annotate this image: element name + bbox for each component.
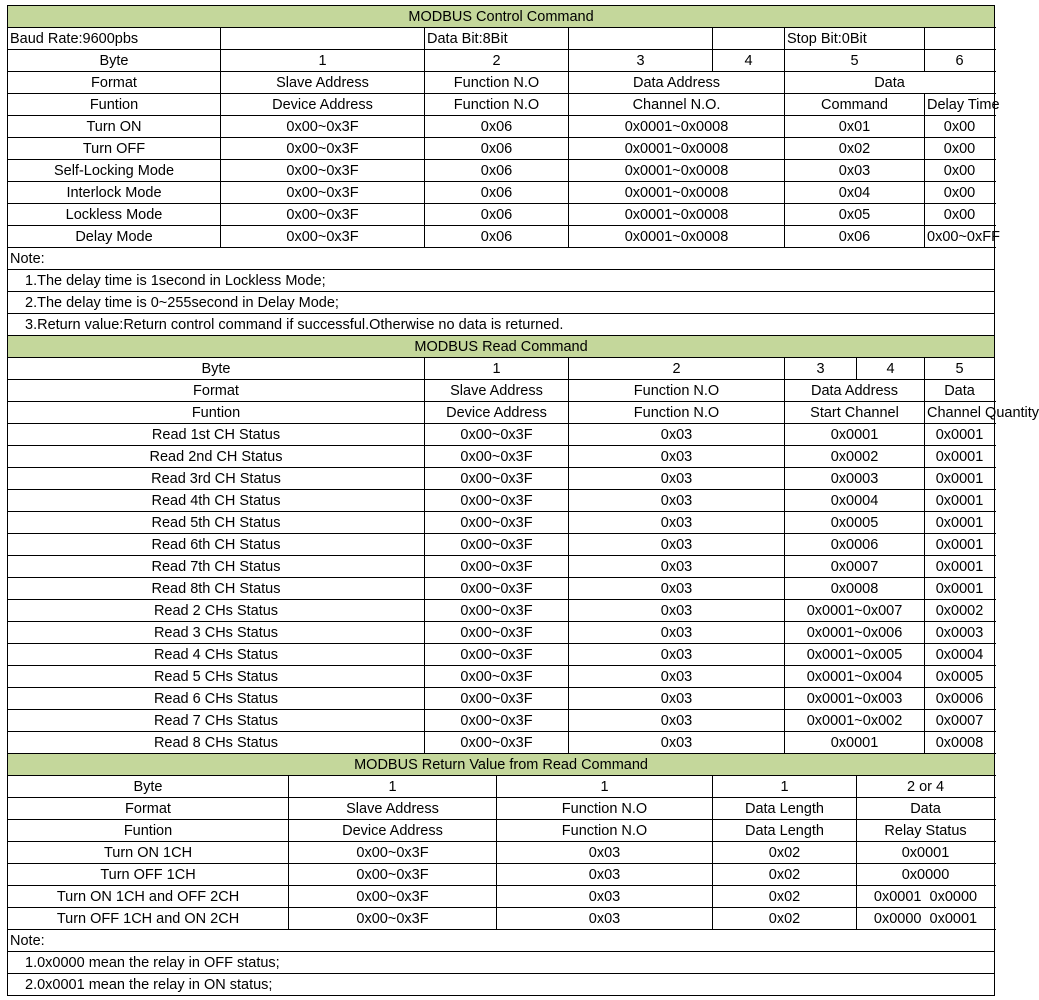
format-cell: Slave Address — [289, 798, 497, 820]
table-cell: 0x0001~0x003 — [785, 688, 925, 710]
table-cell: 0x02 — [713, 908, 857, 930]
table-cell: 0x0001~0x0008 — [569, 116, 785, 138]
table-cell: 0x00~0x3F — [425, 732, 569, 754]
command-name: Read 3rd CH Status — [8, 468, 425, 490]
table-cell: 0x0001~0x0008 — [569, 160, 785, 182]
table-cell: 0x0001 — [925, 556, 995, 578]
command-name: Read 3 CHs Status — [8, 622, 425, 644]
note-text: 3.Return value:Return control command if successful.Otherwise no data is returned. — [8, 314, 995, 336]
control-row-interlock-mode — [8, 182, 995, 204]
byte-index-cell: 2 — [569, 358, 785, 380]
table-cell: 0x03 — [569, 578, 785, 600]
read-row-read-8-chs-status — [8, 732, 995, 754]
funtion-cell: Relay Status — [857, 820, 995, 842]
format-cell: Data — [925, 380, 995, 402]
table-cell: 0x0001 — [785, 424, 925, 446]
section-title: MODBUS Read Command — [8, 336, 995, 358]
funtion-cell: Channel N.O. — [569, 94, 785, 116]
empty-cell — [569, 28, 713, 50]
table-cell: 0x0007 — [785, 556, 925, 578]
table-cell: 0x0001~0x0008 — [569, 204, 785, 226]
table-cell: 0x0001 — [925, 512, 995, 534]
byte-index-cell: 2 or 4 — [857, 776, 995, 798]
funtion-cell: Function N.O — [569, 402, 785, 424]
table-cell: 0x0000 0x0001 — [857, 908, 995, 930]
table-cell: 0x03 — [569, 622, 785, 644]
read-row-read-3rd-ch-status — [8, 468, 995, 490]
byte-index-cell: 1 — [289, 776, 497, 798]
return-row-turn-on-1ch-and-off-2ch — [8, 886, 995, 908]
row-label: Format — [8, 380, 425, 402]
table-cell: 0x00 — [925, 116, 995, 138]
control-section-header — [8, 6, 995, 28]
funtion-cell: Function N.O — [497, 820, 713, 842]
read-row-read-6th-ch-status — [8, 534, 995, 556]
table-cell: 0x00~0x3F — [221, 160, 425, 182]
return-section-header — [8, 754, 995, 776]
table-cell: 0x00~0x3F — [425, 468, 569, 490]
table-cell: 0x03 — [569, 644, 785, 666]
table-cell: 0x06 — [425, 226, 569, 248]
funtion-cell: Device Address — [221, 94, 425, 116]
table-cell: 0x00~0x3F — [425, 644, 569, 666]
command-name: Read 5 CHs Status — [8, 666, 425, 688]
command-name: Read 5th CH Status — [8, 512, 425, 534]
read-section-header — [8, 336, 995, 358]
table-cell: 0x00~0x3F — [289, 864, 497, 886]
table-cell: 0x03 — [497, 886, 713, 908]
command-name: Turn OFF 1CH and ON 2CH — [8, 908, 289, 930]
return-note-row — [8, 952, 995, 974]
read-byte-row — [8, 358, 995, 380]
table-cell: 0x00~0x3F — [289, 908, 497, 930]
table-cell: 0x03 — [497, 864, 713, 886]
funtion-cell: Function N.O — [425, 94, 569, 116]
funtion-cell: Channel Quantity — [925, 402, 995, 424]
control-row-turn-on — [8, 116, 995, 138]
table-cell: 0x03 — [569, 468, 785, 490]
row-label: Format — [8, 798, 289, 820]
byte-index-cell: 6 — [925, 50, 995, 72]
table-cell: 0x00 — [925, 138, 995, 160]
table-cell: 0x00~0x3F — [221, 138, 425, 160]
table-cell: 0x02 — [713, 886, 857, 908]
table-cell: 0x0001~0x0008 — [569, 226, 785, 248]
byte-index-cell: 3 — [569, 50, 713, 72]
table-cell: 0x00~0xFF — [925, 226, 995, 248]
table-cell: 0x00~0x3F — [425, 446, 569, 468]
row-label: Format — [8, 72, 221, 94]
read-row-read-5-chs-status — [8, 666, 995, 688]
table-cell: 0x0005 — [925, 666, 995, 688]
table-cell: 0x0008 — [785, 578, 925, 600]
command-name: Turn ON 1CH — [8, 842, 289, 864]
command-name: Read 8th CH Status — [8, 578, 425, 600]
table-cell: 0x00~0x3F — [425, 666, 569, 688]
table-cell: 0x0002 — [925, 600, 995, 622]
return-note-row — [8, 974, 995, 996]
table-cell: 0x06 — [425, 116, 569, 138]
byte-index-cell: 2 — [425, 50, 569, 72]
table-cell: 0x03 — [569, 490, 785, 512]
table-cell: 0x03 — [569, 534, 785, 556]
format-cell: Data Length — [713, 798, 857, 820]
return-format-row — [8, 798, 995, 820]
funtion-cell: Data Length — [713, 820, 857, 842]
table-cell: 0x03 — [497, 908, 713, 930]
command-name: Lockless Mode — [8, 204, 221, 226]
table-cell: 0x03 — [497, 842, 713, 864]
read-row-read-7th-ch-status — [8, 556, 995, 578]
format-cell: Data Address — [785, 380, 925, 402]
table-cell: 0x00~0x3F — [425, 578, 569, 600]
read-row-read-8th-ch-status — [8, 578, 995, 600]
table-cell: 0x00~0x3F — [221, 204, 425, 226]
read-format-row — [8, 380, 995, 402]
table-cell: 0x00~0x3F — [221, 226, 425, 248]
table-cell: 0x0006 — [785, 534, 925, 556]
table-cell: 0x0001~0x0008 — [569, 138, 785, 160]
modbus-command-table — [7, 5, 1039, 996]
byte-index-cell: 1 — [425, 358, 569, 380]
command-name: Self-Locking Mode — [8, 160, 221, 182]
data-bit-cell: Data Bit:8Bit — [425, 28, 569, 50]
table-cell: 0x03 — [569, 446, 785, 468]
table-cell: 0x0001 — [785, 732, 925, 754]
row-label: Byte — [8, 776, 289, 798]
table-cell: 0x00~0x3F — [425, 490, 569, 512]
table-cell: 0x03 — [569, 600, 785, 622]
empty-cell — [221, 28, 425, 50]
return-byte-row — [8, 776, 995, 798]
note-text: 2.0x0001 mean the relay in ON status; — [8, 974, 995, 996]
table-cell: 0x00~0x3F — [425, 688, 569, 710]
table-cell: 0x0001~0x006 — [785, 622, 925, 644]
command-name: Delay Mode — [8, 226, 221, 248]
table-cell: 0x03 — [569, 688, 785, 710]
section-title: MODBUS Control Command — [8, 6, 995, 28]
control-byte-row — [8, 50, 995, 72]
stop-bit-cell: Stop Bit:0Bit — [785, 28, 925, 50]
table-cell: 0x02 — [713, 842, 857, 864]
baud-cell: Baud Rate:9600pbs — [8, 28, 221, 50]
command-name: Turn OFF 1CH — [8, 864, 289, 886]
table-cell: 0x00~0x3F — [425, 556, 569, 578]
table-cell: 0x00 — [925, 160, 995, 182]
format-cell: Data Address — [569, 72, 785, 94]
table-cell: 0x03 — [569, 666, 785, 688]
table-cell: 0x0001~0x005 — [785, 644, 925, 666]
table-cell: 0x00 — [925, 182, 995, 204]
table-cell: 0x03 — [569, 556, 785, 578]
format-cell: Slave Address — [425, 380, 569, 402]
row-label: Funtion — [8, 820, 289, 842]
format-cell: Function N.O — [497, 798, 713, 820]
row-label: Byte — [8, 50, 221, 72]
read-row-read-2nd-ch-status — [8, 446, 995, 468]
control-row-turn-off — [8, 138, 995, 160]
note-text: 2.The delay time is 0~255second in Delay Mode; — [8, 292, 995, 314]
command-name: Read 7 CHs Status — [8, 710, 425, 732]
control-row-lockless-mode — [8, 204, 995, 226]
table-cell: 0x03 — [569, 732, 785, 754]
return-row-turn-off-1ch — [8, 864, 995, 886]
table-cell: 0x03 — [569, 512, 785, 534]
table-cell: 0x00~0x3F — [425, 622, 569, 644]
note-text: 1.0x0000 mean the relay in OFF status; — [8, 952, 995, 974]
byte-index-cell: 5 — [785, 50, 925, 72]
read-row-read-1st-ch-status — [8, 424, 995, 446]
table-cell: 0x00~0x3F — [425, 600, 569, 622]
funtion-cell: Start Channel — [785, 402, 925, 424]
table-cell: 0x04 — [785, 182, 925, 204]
command-name: Read 4 CHs Status — [8, 644, 425, 666]
funtion-cell: Command — [785, 94, 925, 116]
return-note-label-row — [8, 930, 995, 952]
command-name: Read 8 CHs Status — [8, 732, 425, 754]
section-title: MODBUS Return Value from Read Command — [8, 754, 995, 776]
command-name: Read 2nd CH Status — [8, 446, 425, 468]
return-funtion-row — [8, 820, 995, 842]
command-name: Interlock Mode — [8, 182, 221, 204]
table-cell: 0x0003 — [785, 468, 925, 490]
row-label: Byte — [8, 358, 425, 380]
command-name: Turn ON — [8, 116, 221, 138]
byte-index-cell: 4 — [713, 50, 785, 72]
table-cell: 0x0007 — [925, 710, 995, 732]
funtion-cell: Device Address — [289, 820, 497, 842]
table-cell: 0x02 — [785, 138, 925, 160]
table-cell: 0x00~0x3F — [425, 424, 569, 446]
command-name: Read 4th CH Status — [8, 490, 425, 512]
read-row-read-2-chs-status — [8, 600, 995, 622]
format-cell: Data — [785, 72, 995, 94]
table-cell: 0x00~0x3F — [289, 886, 497, 908]
table-cell: 0x0001 — [925, 424, 995, 446]
table-cell: 0x0001 — [925, 534, 995, 556]
table-cell: 0x06 — [425, 138, 569, 160]
command-name: Turn ON 1CH and OFF 2CH — [8, 886, 289, 908]
return-row-turn-off-1ch-and-on-2ch — [8, 908, 995, 930]
table-cell: 0x0001~0x007 — [785, 600, 925, 622]
table-cell: 0x06 — [785, 226, 925, 248]
read-funtion-row — [8, 402, 995, 424]
table-cell: 0x0006 — [925, 688, 995, 710]
format-cell: Function N.O — [569, 380, 785, 402]
command-name: Read 7th CH Status — [8, 556, 425, 578]
table-cell: 0x00~0x3F — [425, 534, 569, 556]
table-cell: 0x0001~0x004 — [785, 666, 925, 688]
table-cell: 0x06 — [425, 204, 569, 226]
table-cell: 0x00~0x3F — [425, 512, 569, 534]
control-format-row — [8, 72, 995, 94]
table-cell: 0x0001 — [925, 446, 995, 468]
empty-cell — [713, 28, 785, 50]
empty-cell — [925, 28, 995, 50]
serial-settings-row — [8, 28, 995, 50]
table-cell: 0x00~0x3F — [289, 842, 497, 864]
format-cell: Function N.O — [425, 72, 569, 94]
byte-index-cell: 1 — [221, 50, 425, 72]
funtion-cell: Device Address — [425, 402, 569, 424]
control-row-self-locking-mode — [8, 160, 995, 182]
read-row-read-4-chs-status — [8, 644, 995, 666]
table-cell: 0x0001 — [857, 842, 995, 864]
table-cell: 0x06 — [425, 182, 569, 204]
control-note-label-row — [8, 248, 995, 270]
table-cell: 0x0001 — [925, 578, 995, 600]
table-cell: 0x00~0x3F — [221, 116, 425, 138]
read-row-read-5th-ch-status — [8, 512, 995, 534]
table-cell: 0x0004 — [925, 644, 995, 666]
control-note-row — [8, 270, 995, 292]
format-cell: Data — [857, 798, 995, 820]
table-cell: 0x06 — [425, 160, 569, 182]
return-row-turn-on-1ch — [8, 842, 995, 864]
table-cell: 0x0002 — [785, 446, 925, 468]
table-cell: 0x05 — [785, 204, 925, 226]
table-cell: 0x00~0x3F — [221, 182, 425, 204]
table-cell: 0x02 — [713, 864, 857, 886]
row-label: Funtion — [8, 94, 221, 116]
table-cell: 0x0004 — [785, 490, 925, 512]
control-note-row — [8, 314, 995, 336]
note-text: 1.The delay time is 1second in Lockless Mode; — [8, 270, 995, 292]
byte-index-cell: 1 — [497, 776, 713, 798]
byte-index-cell: 1 — [713, 776, 857, 798]
table-cell: 0x03 — [569, 710, 785, 732]
table-cell: 0x03 — [785, 160, 925, 182]
command-name: Turn OFF — [8, 138, 221, 160]
note-label: Note: — [8, 248, 995, 270]
byte-index-cell: 4 — [857, 358, 925, 380]
table-cell: 0x0000 — [857, 864, 995, 886]
read-row-read-3-chs-status — [8, 622, 995, 644]
table-cell: 0x03 — [569, 424, 785, 446]
note-label: Note: — [8, 930, 995, 952]
command-name: Read 6th CH Status — [8, 534, 425, 556]
control-funtion-row — [8, 94, 995, 116]
row-label: Funtion — [8, 402, 425, 424]
table-cell: 0x0003 — [925, 622, 995, 644]
control-note-row — [8, 292, 995, 314]
read-row-read-4th-ch-status — [8, 490, 995, 512]
table-cell: 0x0001~0x002 — [785, 710, 925, 732]
table-cell: 0x00~0x3F — [425, 710, 569, 732]
control-row-delay-mode — [8, 226, 995, 248]
table-cell: 0x01 — [785, 116, 925, 138]
byte-index-cell: 3 — [785, 358, 857, 380]
table-cell: 0x0008 — [925, 732, 995, 754]
command-name: Read 2 CHs Status — [8, 600, 425, 622]
table-cell: 0x0001 — [925, 468, 995, 490]
command-name: Read 6 CHs Status — [8, 688, 425, 710]
table-cell: 0x0005 — [785, 512, 925, 534]
table-cell: 0x00 — [925, 204, 995, 226]
table-cell: 0x0001 0x0000 — [857, 886, 995, 908]
byte-index-cell: 5 — [925, 358, 995, 380]
modbus-command-document — [7, 5, 1039, 996]
read-row-read-7-chs-status — [8, 710, 995, 732]
read-row-read-6-chs-status — [8, 688, 995, 710]
table-cell: 0x0001 — [925, 490, 995, 512]
format-cell: Slave Address — [221, 72, 425, 94]
funtion-cell: Delay Time — [925, 94, 995, 116]
table-cell: 0x0001~0x0008 — [569, 182, 785, 204]
command-name: Read 1st CH Status — [8, 424, 425, 446]
